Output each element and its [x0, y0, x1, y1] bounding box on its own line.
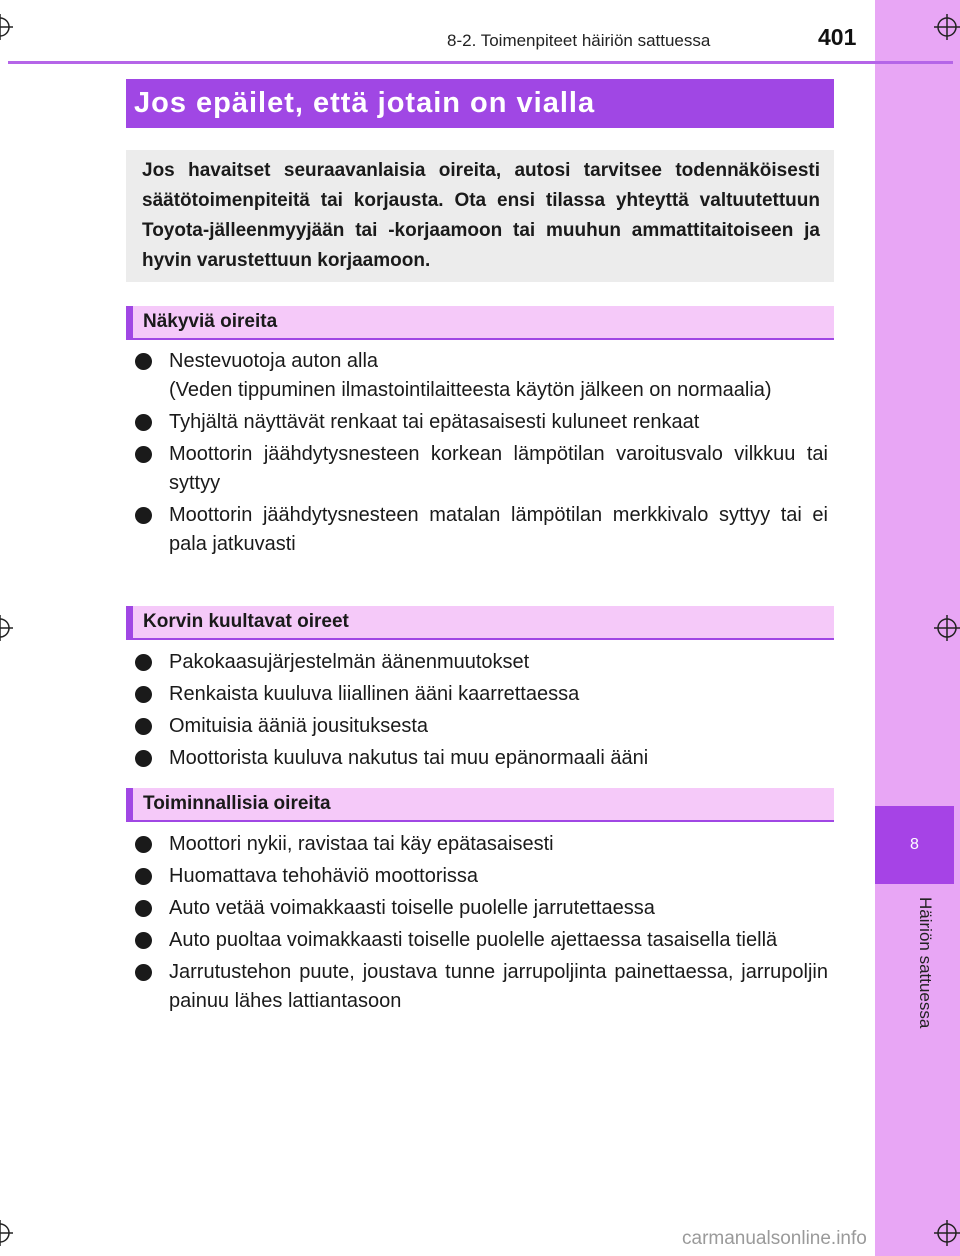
intro-box	[126, 150, 834, 282]
section-heading-text: Näkyviä oireita	[143, 311, 278, 332]
registration-mark-icon	[0, 1220, 13, 1246]
bullet-icon	[135, 718, 152, 735]
registration-mark-icon	[934, 14, 960, 40]
section-heading-functional	[126, 788, 834, 822]
list-item	[131, 830, 828, 859]
bullet-icon	[135, 964, 152, 981]
chapter-number-box	[875, 806, 954, 884]
list-item	[131, 440, 828, 498]
bullet-icon	[135, 932, 152, 949]
registration-mark-icon	[934, 615, 960, 641]
list-item	[131, 501, 828, 559]
functional-symptoms-list	[131, 830, 828, 1019]
list-item-text: Huomattava tehohäviö moottorissa	[169, 865, 479, 887]
page-number: 401	[818, 24, 857, 50]
registration-mark-icon	[0, 14, 13, 40]
bullet-icon	[135, 353, 152, 370]
chapter-number: 8	[910, 836, 919, 853]
list-item-text: Omituisia ääniä jousituksesta	[169, 715, 429, 737]
bullet-icon	[135, 868, 152, 885]
chapter-title-vertical: Häiriön sattuessa	[916, 897, 935, 1029]
list-item	[131, 680, 828, 709]
audible-symptoms-list	[131, 648, 828, 776]
list-item-text: Pakokaasujärjestelmän äänenmuutokset	[169, 651, 530, 673]
registration-mark-icon	[0, 615, 13, 641]
bullet-icon	[135, 900, 152, 917]
list-item	[131, 744, 828, 773]
section-heading-visible	[126, 306, 834, 340]
bullet-icon	[135, 686, 152, 703]
list-item	[131, 862, 828, 891]
list-item-note: (Veden tippuminen ilmastointilaitteesta käytön jälkeen on normaalia)	[169, 379, 772, 401]
bullet-icon	[135, 414, 152, 431]
list-item-text: Auto puoltaa voimakkaasti toiselle puolelle ajettaessa tasaisella tiellä	[169, 929, 778, 951]
list-item	[131, 958, 828, 1016]
list-item-text: Moottori nykii, ravistaa tai käy epätasaisesti	[169, 833, 554, 855]
bullet-icon	[135, 446, 152, 463]
bullet-icon	[135, 836, 152, 853]
bullet-icon	[135, 750, 152, 767]
intro-text: Jos havaitset seuraavanlaisia oireita, autosi tarvitsee todennäköisesti säätötoimenpiteitä tai korjausta. Ota ensi tilassa yhteyttä valtuutettuun Toyota-jälleenmyyjään tai -korjaamoon tai muuhun ammattitaitoiseen ja hyvin varustettuun korjaamoon.	[142, 160, 820, 271]
bullet-icon	[135, 654, 152, 671]
list-item-text: Moottorista kuuluva nakutus tai muu epänormaali ääni	[169, 747, 649, 769]
list-item	[131, 926, 828, 955]
list-item	[131, 894, 828, 923]
list-item-text: Nestevuotoja auton alla	[169, 350, 379, 372]
section-heading-audible	[126, 606, 834, 640]
list-item	[131, 347, 828, 405]
list-item-text: Jarrutustehon puute, joustava tunne jarrupoljinta painettaessa, jarrupoljin painuu lähes lattiantasoon	[169, 961, 828, 1012]
list-item-text: Moottorin jäähdytysnesteen matalan lämpötilan merkkivalo syttyy tai ei pala jatkuvasti	[169, 504, 828, 555]
list-item-text: Renkaista kuuluva liiallinen ääni kaarrettaessa	[169, 683, 580, 705]
page-title	[126, 79, 834, 128]
header-rule	[8, 61, 953, 64]
visible-symptoms-list	[131, 347, 828, 562]
section-heading-text: Korvin kuultavat oireet	[143, 611, 349, 632]
watermark: carmanualsonline.info	[682, 1228, 867, 1249]
page-title-text: Jos epäilet, että jotain on vialla	[134, 87, 596, 119]
list-item-text: Moottorin jäähdytysnesteen korkean lämpötilan varoitusvalo vilkkuu tai syttyy	[169, 443, 828, 494]
section-heading-text: Toiminnallisia oireita	[143, 793, 331, 814]
list-item	[131, 408, 828, 437]
bullet-icon	[135, 507, 152, 524]
list-item-text: Tyhjältä näyttävät renkaat tai epätasaisesti kuluneet renkaat	[169, 411, 700, 433]
list-item	[131, 648, 828, 677]
registration-mark-icon	[934, 1220, 960, 1246]
section-header: 8-2. Toimenpiteet häiriön sattuessa	[447, 31, 711, 50]
list-item	[131, 712, 828, 741]
list-item-text: Auto vetää voimakkaasti toiselle puolelle jarrutettaessa	[169, 897, 655, 919]
